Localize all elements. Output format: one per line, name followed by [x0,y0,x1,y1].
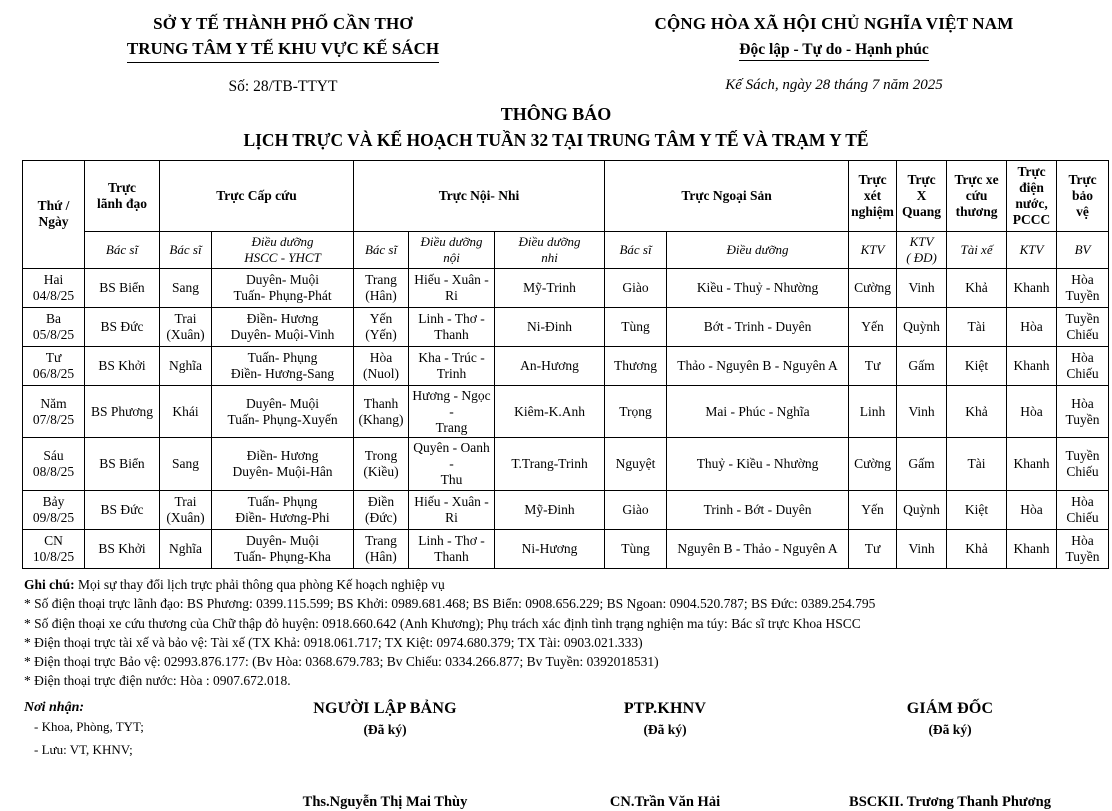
cell-emergency-nurse: Duyên- Muội Tuấn- Phụng-Phát [212,268,354,307]
signature-name: BSCKII. Trương Thanh Phương [849,794,1051,811]
subheader-surgery-doctor: Bác sĩ [605,231,667,268]
cell-surgery-nurse: Thảo - Nguyên B - Nguyên A [667,346,849,385]
cell-emergency-doctor: Sang [160,438,212,491]
cell-leadership-doctor: BS Khởi [85,530,160,569]
cell-xray-tech: Quỳnh [897,491,947,530]
cell-emergency-nurse: Tuấn- Phụng Điền- Hương-Sang [212,346,354,385]
subheader-lead-doctor: Bác sĩ [85,231,160,268]
cell-ambulance-driver: Tài [947,307,1007,346]
cell-emergency-nurse: Duyên- Muội Tuấn- Phụng-Xuyến [212,385,354,438]
cell-lab-tech: Tư [849,346,897,385]
cell-surgery-doctor: Tùng [605,530,667,569]
cell-security-staff: Hòa Chiếu [1057,346,1109,385]
national-motto: Độc lập - Tự do - Hạnh phúc [739,41,928,61]
cell-lab-tech: Cường [849,438,897,491]
cell-ambulance-driver: Khả [947,268,1007,307]
cell-ambulance-driver: Kiệt [947,346,1007,385]
note-line: * Điện thoại trực điện nước: Hòa : 0907.672.018. [24,672,291,688]
note-line: * Điện thoại trực tài xế và bảo vệ: Tài xế (TX Khả: 0918.061.717; TX Kiệt: 0974.680.379; TX Tài: 0903.021.333) [24,634,643,650]
cell-leadership-doctor: BS Đức [85,491,160,530]
cell-internal-nurse: Linh - Thơ - Thanh [409,307,495,346]
cell-surgery-nurse: Bớt - Trinh - Duyên [667,307,849,346]
recipients-block [0,700,240,811]
table-header-group-row [23,160,1109,231]
subheader-driver: Tài xế [947,231,1007,268]
signature-preparer [240,700,530,811]
cell-ambulance-driver: Khả [947,385,1007,438]
cell-day-date: Bảy 09/8/25 [23,491,85,530]
cell-leadership-doctor: BS Biển [85,268,160,307]
cell-day-date: Sáu 08/8/25 [23,438,85,491]
page-subtitle: LỊCH TRỰC VÀ KẾ HOẠCH TUẦN 32 TẠI TRUNG TÂM Y TẾ VÀ TRẠM Y TẾ [243,130,869,151]
column-header-laboratory: Trực xét nghiệm [849,160,897,231]
cell-xray-tech: Vinh [897,268,947,307]
cell-surgery-nurse: Trinh - Bớt - Duyên [667,491,849,530]
cell-surgery-doctor: Trọng [605,385,667,438]
cell-emergency-doctor: Sang [160,268,212,307]
schedule-table-container [0,153,1112,570]
cell-internal-nurse: Hiếu - Xuân - Ri [409,268,495,307]
cell-lab-tech: Tư [849,530,897,569]
signature-section [0,690,1112,811]
cell-pediatric-nurse: Kiêm-K.Anh [495,385,605,438]
note-line: * Điện thoại trực Bảo vệ: 02993.876.177: (Bv Hòa: 0368.679.783; Bv Chiếu: 0334.266.877; Bv Tuyền: 0392018531) [24,653,659,669]
cell-internal-doctor: Hòa (Nuol) [354,346,409,385]
cell-utility-tech: Khanh [1007,438,1057,491]
notes-section [0,569,1112,690]
cell-pediatric-nurse: Ni-Đinh [495,307,605,346]
cell-leadership-doctor: BS Đức [85,307,160,346]
cell-internal-nurse: Hiếu - Xuân - Ri [409,491,495,530]
cell-internal-doctor: Trang (Hân) [354,530,409,569]
cell-pediatric-nurse: Mỹ-Trinh [495,268,605,307]
cell-day-date: Năm 07/8/25 [23,385,85,438]
table-row [23,385,1109,438]
signature-name: CN.Trần Văn Hải [609,794,721,811]
cell-security-staff: Hòa Tuyền [1057,385,1109,438]
cell-pediatric-nurse: An-Hương [495,346,605,385]
cell-emergency-nurse: Tuấn- Phụng Điền- Hương-Phi [212,491,354,530]
cell-emergency-nurse: Duyên- Muội Tuấn- Phụng-Kha [212,530,354,569]
subheader-pediatric-nurse: Điều dưỡng nhi [495,231,605,268]
page-title: THÔNG BÁO [500,103,612,124]
cell-lab-tech: Cường [849,268,897,307]
column-header-security: Trực bảo vệ [1057,160,1109,231]
cell-ambulance-driver: Kiệt [947,491,1007,530]
signature-director [800,700,1100,811]
cell-security-staff: Tuyền Chiếu [1057,307,1109,346]
subheader-internal-nurse: Điều dưỡng nội [409,231,495,268]
note-line: * Số điện thoại xe cứu thương của Chữ thập đỏ huyện: 0918.660.642 (Anh Khương); Phụ trách xác định tình trạng nghiện ma túy: Bác sĩ trực Khoa HSCC [24,615,861,631]
cell-internal-nurse: Hương - Ngọc - Trang [409,385,495,438]
subheader-xray-tech: KTV ( ĐD) [897,231,947,268]
cell-xray-tech: Quỳnh [897,307,947,346]
cell-utility-tech: Hòa [1007,385,1057,438]
subheader-internal-doctor: Bác sĩ [354,231,409,268]
note-line: * Số điện thoại trực lãnh đạo: BS Phương: 0399.115.599; BS Khởi: 0989.681.468; BS Biển: 0908.656.229; BS Ngoan: 0904.520.787; BS Đức: 0389.254.795 [24,596,876,612]
document-number: Số: 28/TB-TTYT [228,78,338,96]
cell-day-date: Ba 05/8/25 [23,307,85,346]
signature-name: Ths.Nguyễn Thị Mai Thùy [302,794,468,811]
subheader-lab-tech: KTV [849,231,897,268]
cell-emergency-doctor: Nghĩa [160,346,212,385]
notes-lead-text: Mọi sự thay đổi lịch trực phải thông qua phòng Kế hoạch nghiệp vụ [74,577,445,593]
cell-surgery-doctor: Nguyệt [605,438,667,491]
cell-internal-doctor: Trang (Hân) [354,268,409,307]
table-row [23,530,1109,569]
cell-security-staff: Hòa Tuyền [1057,268,1109,307]
recipient-item: - Khoa, Phòng, TYT; [34,719,144,735]
table-header-sub-row [23,231,1109,268]
signature-signed-mark: (Đã ký) [928,722,972,738]
cell-day-date: Tư 06/8/25 [23,346,85,385]
cell-surgery-nurse: Kiều - Thuỷ - Nhường [667,268,849,307]
column-header-surgery-obstetrics: Trực Ngoại Sản [605,160,849,231]
subheader-emergency-doctor: Bác sĩ [160,231,212,268]
recipient-item: - Lưu: VT, KHNV; [34,741,133,757]
column-header-day: Thứ / Ngày [23,160,85,268]
cell-day-date: Hai 04/8/25 [23,268,85,307]
cell-security-staff: Hòa Chiếu [1057,491,1109,530]
signature-signed-mark: (Đã ký) [643,722,687,738]
cell-internal-nurse: Kha - Trúc - Trinh [409,346,495,385]
cell-xray-tech: Gấm [897,346,947,385]
cell-emergency-doctor: Nghĩa [160,530,212,569]
subheader-security-staff: BV [1057,231,1109,268]
cell-leadership-doctor: BS Biển [85,438,160,491]
cell-security-staff: Tuyền Chiếu [1057,438,1109,491]
cell-surgery-doctor: Giào [605,268,667,307]
cell-utility-tech: Hòa [1007,307,1057,346]
cell-surgery-doctor: Giào [605,491,667,530]
signature-title: GIÁM ĐỐC [906,700,994,718]
cell-utility-tech: Khanh [1007,530,1057,569]
table-row [23,268,1109,307]
column-header-emergency: Trực Cấp cứu [160,160,354,231]
cell-leadership-doctor: BS Phương [85,385,160,438]
document-masthead [0,0,1112,98]
cell-emergency-nurse: Điền- Hương Duyên- Muội-Vinh [212,307,354,346]
place-and-date: Kế Sách, ngày 28 tháng 7 năm 2025 [725,76,943,93]
cell-lab-tech: Yến [849,307,897,346]
column-header-internal-pediatrics: Trực Nội- Nhi [354,160,605,231]
signature-deputy-head [530,700,800,811]
cell-emergency-doctor: Trai (Xuân) [160,491,212,530]
cell-internal-nurse: Linh - Thơ - Thanh [409,530,495,569]
cell-ambulance-driver: Tài [947,438,1007,491]
cell-surgery-nurse: Mai - Phúc - Nghĩa [667,385,849,438]
signature-title: PTP.KHNV [623,700,707,718]
cell-internal-doctor: Thanh (Khang) [354,385,409,438]
cell-pediatric-nurse: Mỹ-Đinh [495,491,605,530]
country-name: CỘNG HÒA XÃ HỘI CHỦ NGHĨA VIỆT NAM [654,14,1014,33]
cell-surgery-doctor: Tùng [605,307,667,346]
center-name: TRUNG TÂM Y TẾ KHU VỰC KẾ SÁCH [127,37,439,64]
column-header-leadership: Trực lãnh đạo [85,160,160,231]
duty-schedule-table [22,160,1109,570]
national-heading-block [556,12,1112,98]
table-row [23,346,1109,385]
cell-utility-tech: Khanh [1007,268,1057,307]
subheader-utility-tech: KTV [1007,231,1057,268]
signature-title: NGƯỜI LẬP BẢNG [313,700,457,718]
cell-emergency-nurse: Điền- Hương Duyên- Muội-Hân [212,438,354,491]
cell-security-staff: Hòa Tuyền [1057,530,1109,569]
document-title-block [0,102,1112,153]
cell-day-date: CN 10/8/25 [23,530,85,569]
cell-lab-tech: Yến [849,491,897,530]
cell-lab-tech: Linh [849,385,897,438]
cell-pediatric-nurse: Ni-Hương [495,530,605,569]
cell-surgery-doctor: Thương [605,346,667,385]
cell-utility-tech: Hòa [1007,491,1057,530]
cell-internal-doctor: Điền (Đức) [354,491,409,530]
recipients-title: Nơi nhận: [24,700,85,716]
cell-utility-tech: Khanh [1007,346,1057,385]
cell-xray-tech: Gấm [897,438,947,491]
note-heading [24,575,1112,594]
cell-xray-tech: Vinh [897,530,947,569]
signature-signed-mark: (Đã ký) [363,722,407,738]
department-name: SỞ Y TẾ THÀNH PHỐ CẦN THƠ [153,14,413,33]
cell-leadership-doctor: BS Khởi [85,346,160,385]
cell-emergency-doctor: Khái [160,385,212,438]
column-header-ambulance: Trực xe cứu thương [947,160,1007,231]
cell-internal-nurse: Quyên - Oanh - Thu [409,438,495,491]
column-header-xray: Trực X Quang [897,160,947,231]
cell-ambulance-driver: Khả [947,530,1007,569]
subheader-emergency-nurse: Điều dưỡng HSCC - YHCT [212,231,354,268]
cell-internal-doctor: Trong (Kiều) [354,438,409,491]
table-row [23,491,1109,530]
table-body [23,268,1109,569]
cell-surgery-nurse: Thuỷ - Kiều - Nhường [667,438,849,491]
cell-xray-tech: Vinh [897,385,947,438]
table-row [23,438,1109,491]
column-header-utility: Trực điện nước, PCCC [1007,160,1057,231]
table-header [23,160,1109,268]
table-row [23,307,1109,346]
cell-pediatric-nurse: T.Trang-Trinh [495,438,605,491]
cell-emergency-doctor: Trai (Xuân) [160,307,212,346]
subheader-surgery-nurse: Điều dưỡng [667,231,849,268]
issuing-authority-block [0,12,556,98]
cell-internal-doctor: Yến (Yến) [354,307,409,346]
notes-label: Ghi chú: [24,577,75,593]
cell-surgery-nurse: Nguyên B - Thảo - Nguyên A [667,530,849,569]
